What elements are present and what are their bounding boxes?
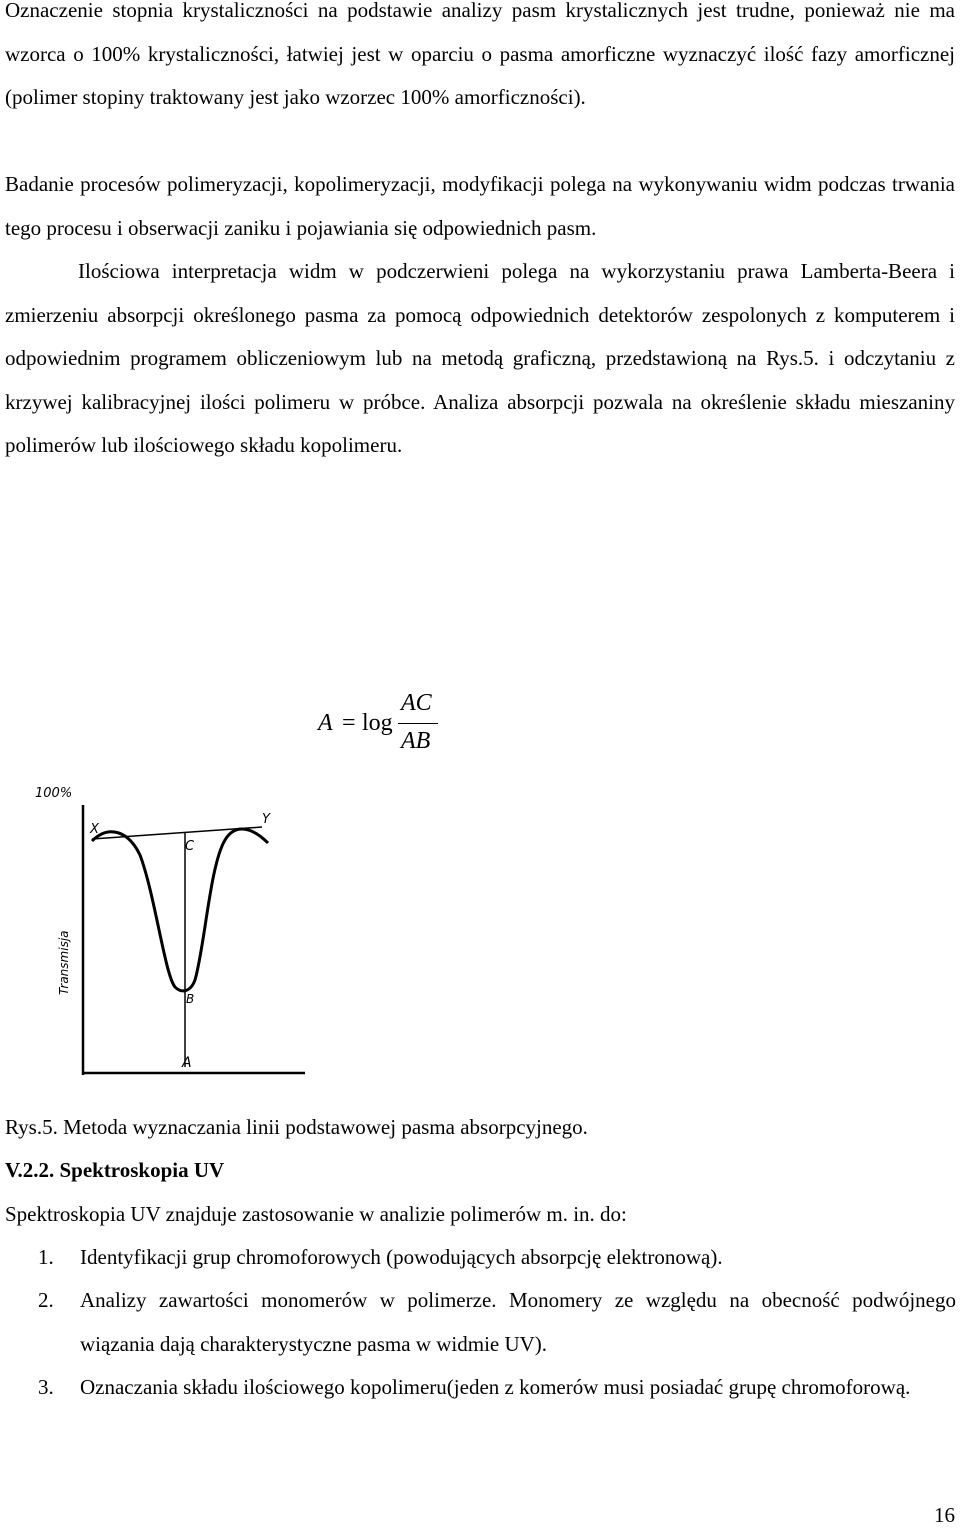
formula-fraction-bar bbox=[398, 723, 438, 724]
formula-numerator: AC bbox=[401, 690, 432, 716]
figure-point-c: C bbox=[185, 839, 195, 854]
list-item-number: 1. bbox=[38, 1245, 54, 1269]
formula-lhs: A bbox=[318, 710, 333, 736]
figure-point-y: Y bbox=[262, 812, 270, 827]
figure-top-label: 100% bbox=[35, 786, 73, 801]
figure-point-a: A bbox=[182, 1055, 192, 1071]
section-heading: V.2.2. Spektroskopia UV bbox=[5, 1158, 225, 1182]
paragraph-quantitative: Ilościowa interpretacja widm w podczerwieni polega na wykorzystaniu prawa Lamberta-Beera i zmierzeniu absorpcji określonego pasma za pomocą odpowiednich detektorów zespolonych z komputerem i odpowiednim programem obliczeniowym lub na metodą graficzną, przedstawioną na Rys.5. i odczytaniu z krzywej kalibracyjnej ilości polimeru w próbce. Analiza absorpcji pozwala na określenie składu mieszaniny polimerów lub ilościowego składu kopolimeru. bbox=[5, 259, 955, 457]
figure-point-b: B bbox=[186, 992, 195, 1006]
figure-absorption-curve bbox=[92, 829, 268, 991]
paragraph-crystallinity: Oznaczenie stopnia krystaliczności na podstawie analizy pasm krystalicznych jest trudne, ponieważ nie ma wzorca o 100% krystaliczności, łatwiej jest w oparciu o pasma amorficzne wyznaczyć ilość fazy amorficznej (polimer stopiny traktowany jest jako wzorzec 100% amorficzności). bbox=[5, 0, 955, 109]
formula-log: log bbox=[362, 710, 393, 736]
list-item-text: Identyfikacji grup chromoforowych (powodujących absorpcję elektronową). bbox=[80, 1245, 723, 1269]
figure-axis-label: Transmisja bbox=[57, 930, 71, 995]
figure-point-x: X bbox=[90, 822, 99, 837]
figure-caption: Rys.5. Metoda wyznaczania linii podstawowej pasma absorpcyjnego. bbox=[5, 1115, 588, 1139]
list-item-text: Oznaczania składu ilościowego kopolimeru(jeden z komerów musi posiadać grupę chromoforową. bbox=[80, 1375, 911, 1399]
list-item-number: 3. bbox=[38, 1375, 54, 1399]
paragraph-polymerization: Badanie procesów polimeryzacji, kopolimeryzacji, modyfikacji polega na wykonywaniu widm podczas trwania tego procesu i obserwacji zaniku i pojawiania się odpowiednich pasm. bbox=[5, 172, 955, 240]
baseline-method-figure bbox=[30, 775, 320, 1085]
formula-equals: = bbox=[342, 710, 356, 736]
list-item-text: Analizy zawartości monomerów w polimerze. Monomery ze względu na obecność podwójnego wiązania dają charakterystyczne pasma w widmie UV). bbox=[80, 1288, 956, 1356]
uv-intro: Spektroskopia UV znajduje zastosowanie w analizie polimerów m. in. do: bbox=[5, 1202, 627, 1226]
list-item-number: 2. bbox=[38, 1288, 54, 1312]
absorbance-formula bbox=[318, 688, 458, 758]
page-number: 16 bbox=[934, 1503, 955, 1527]
formula-denominator: AB bbox=[401, 728, 431, 754]
